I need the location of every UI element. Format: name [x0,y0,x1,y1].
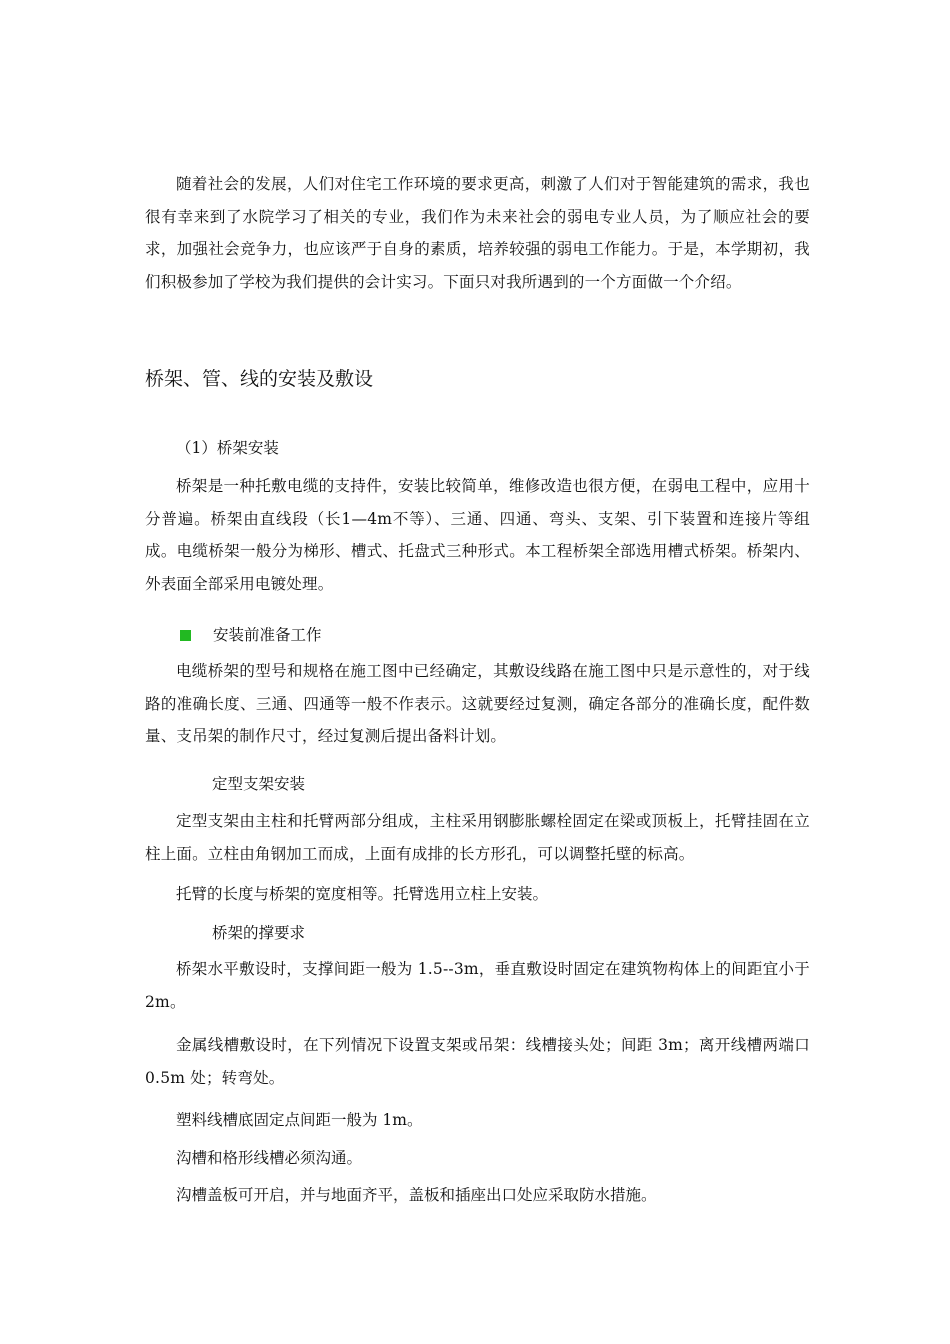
support-paragraph: 定型支架由主柱和托臂两部分组成，主柱采用钢膨胀螺栓固定在梁或顶板上，托臂挂固在立柱上面。立柱由角钢加工而成，上面有成排的长方形孔，可以调整托壁的标高。 [145,812,810,863]
prep-paragraph: 电缆桥架的型号和规格在施工图中已经确定，其敷设线路在施工图中只是示意性的，对于线路的准确长度、三通、四通等一般不作表示。这就要经过复测，确定各部分的准确长度，配件数量、支吊架的制作尺寸，经过复测后提出备料计划。 [145,662,810,746]
support-title: 定型支架安装 [212,775,306,793]
metal-paragraph: 金属线槽敷设时，在下列情况下设置支架或吊架：线槽接头处；间距 3m；离开线槽两端口 0.5m 处；转弯处。 [145,1036,810,1087]
section-title: 桥架、管、线的安装及敷设 [145,368,374,390]
brace-paragraph: 桥架水平敷设时，支撑间距一般为 1.5--3m，垂直敷设时固定在建筑物构体上的间距宜小于 2m。 [145,960,810,1011]
trench-line: 沟槽和格形线槽必须沟通。 [176,1149,363,1167]
arm-paragraph: 托臂的长度与桥架的宽度相等。托臂选用立柱上安装。 [176,885,549,903]
plastic-line: 塑料线槽底固定点间距一般为 1m。 [176,1111,423,1129]
bullet-prep [180,625,845,645]
bullet-prep-label: 安装前准备工作 [213,626,322,644]
intro-paragraph: 随着社会的发展，人们对住宅工作环境的要求更高，刺激了人们对于智能建筑的需求，我也很有幸来到了水院学习了相关的专业，我们作为未来社会的弱电专业人员，为了顺应社会的要求，加强社会竞争力，也应该严于自身的素质，培养较强的弱电工作能力。于是，本学期初，我们积极参加了学校为我们提供的会计实习。下面只对我所遇到的一个方面做一个介绍。 [145,175,810,291]
brace-title: 桥架的撑要求 [212,924,306,942]
green-square-bullet-icon [180,630,191,641]
subsection-title: （1）桥架安装 [176,439,279,457]
bridge-paragraph: 桥架是一种托敷电缆的支持件，安装比较简单，维修改造也很方便，在弱电工程中，应用十分普遍。桥架由直线段（长1—4m不等）、三通、四通、弯头、支架、引下装置和连接片等组成。电缆桥架一般分为梯形、槽式、托盘式三种形式。本工程桥架全部选用槽式桥架。桥架内、外表面全部采用电镀处理。 [145,477,810,593]
cover-line: 沟槽盖板可开启，并与地面齐平，盖板和插座出口处应采取防水措施。 [176,1186,657,1204]
